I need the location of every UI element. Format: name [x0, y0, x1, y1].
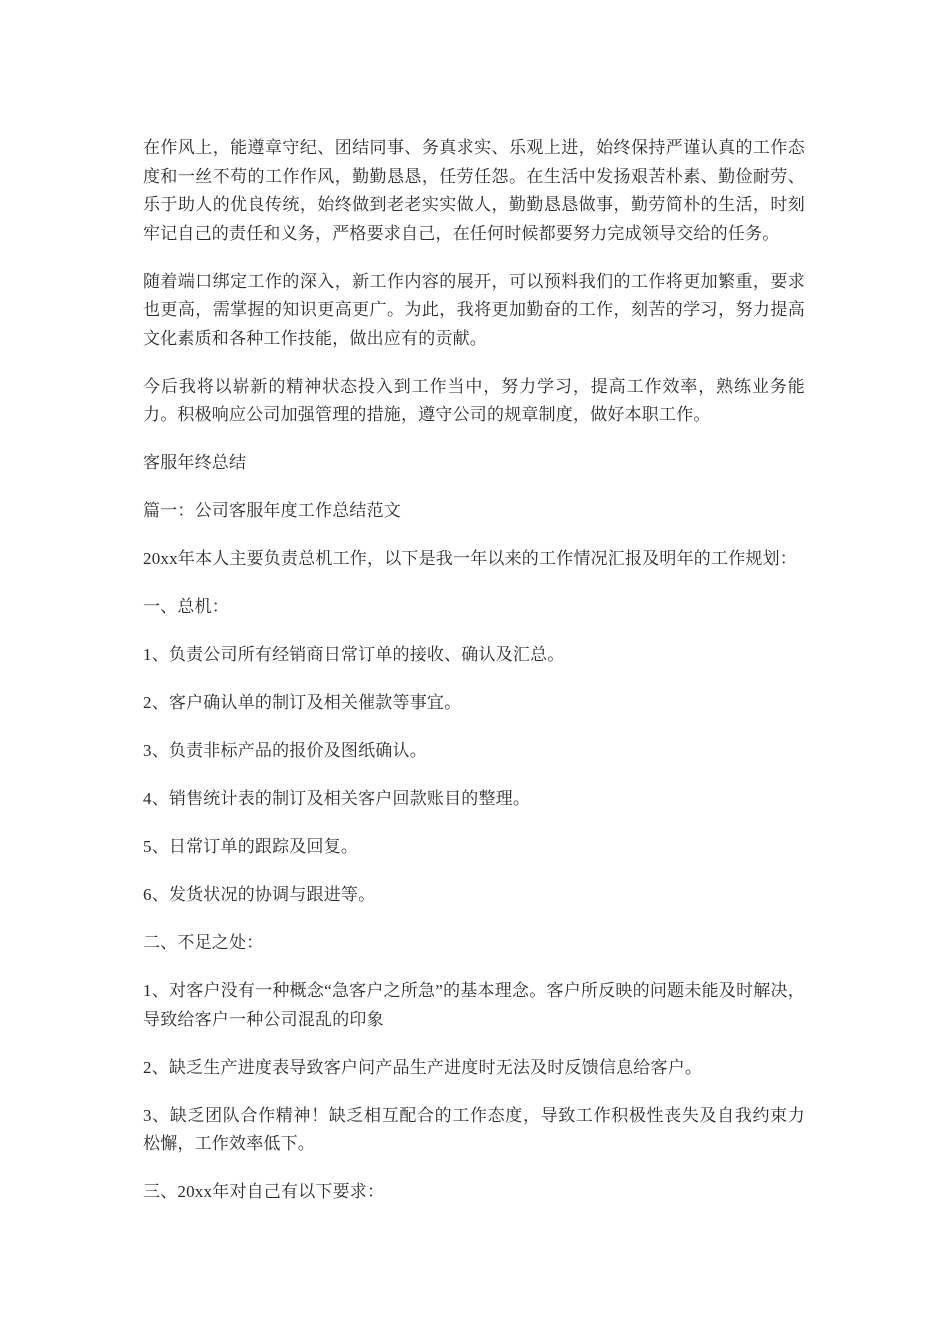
paragraph-intro-responsibility: 20xx年本人主要负责总机工作，以下是我一年以来的工作情况汇报及明年的工作规划：	[143, 549, 797, 568]
duty-item-2: 2、客户确认单的制订及相关催款等事宜。	[143, 693, 462, 712]
heading-customer-service-summary: 客服年终总结	[143, 453, 247, 472]
heading-section-one-switchboard: 一、总机：	[143, 597, 229, 616]
heading-section-two-shortcomings: 二、不足之处：	[143, 933, 264, 952]
shortcoming-item-2: 2、缺乏生产进度表导致客户问产品生产进度时无法及时反馈信息给客户。	[143, 1057, 703, 1077]
paragraph-future-workload: 随着端口绑定工作的深入，新工作内容的展开，可以预料我们的工作将更加繁重，要求也更高，需掌握的知识更高更广。为此，我将更加勤奋的工作，刻苦的学习，努力提高文化素质和各种工作技能，做出应有的贡献。	[143, 271, 805, 348]
heading-section-three-requirements: 三、20xx年对自己有以下要求：	[143, 1182, 385, 1201]
document-body	[143, 134, 805, 1207]
paragraph-future-attitude: 今后我将以崭新的精神状态投入到工作当中，努力学习，提高工作效率，熟练业务能力。积极响应公司加强管理的措施，遵守公司的规章制度，做好本职工作。	[143, 376, 805, 424]
heading-part-one: 篇一：公司客服年度工作总结范文	[143, 501, 401, 520]
shortcoming-item-1: 1、对客户没有一种概念“急客户之所急”的基本理念。客户所反映的问题未能及时解决，导致给客户一种公司混乱的印象	[143, 981, 805, 1029]
shortcoming-item-3: 3、缺乏团队合作精神！缺乏相互配合的工作态度，导致工作积极性丧失及自我约束力松懈，工作效率低下。	[143, 1105, 805, 1153]
duty-item-5: 5、日常订单的跟踪及回复。	[143, 837, 359, 856]
duty-item-4: 4、销售统计表的制订及相关客户回款账目的整理。	[143, 789, 531, 808]
duty-item-1: 1、负责公司所有经销商日常订单的接收、确认及汇总。	[143, 645, 565, 664]
duty-item-3: 3、负责非标产品的报价及图纸确认。	[143, 741, 427, 760]
paragraph-work-style: 在作风上，能遵章守纪、团结同事、务真求实、乐观上进，始终保持严谨认真的工作态度和一丝不苟的工作作风，勤勤恳恳，任劳任怨。在生活中发扬艰苦朴素、勤俭耐劳、乐于助人的优良传统，始终做到老老实实做人，勤勤恳恳做事，勤劳简朴的生活，时刻牢记自己的责任和义务，严格要求自己，在任何时候都要努力完成领导交给的任务。	[143, 138, 805, 243]
duty-item-6: 6、发货状况的协调与跟进等。	[143, 885, 376, 904]
